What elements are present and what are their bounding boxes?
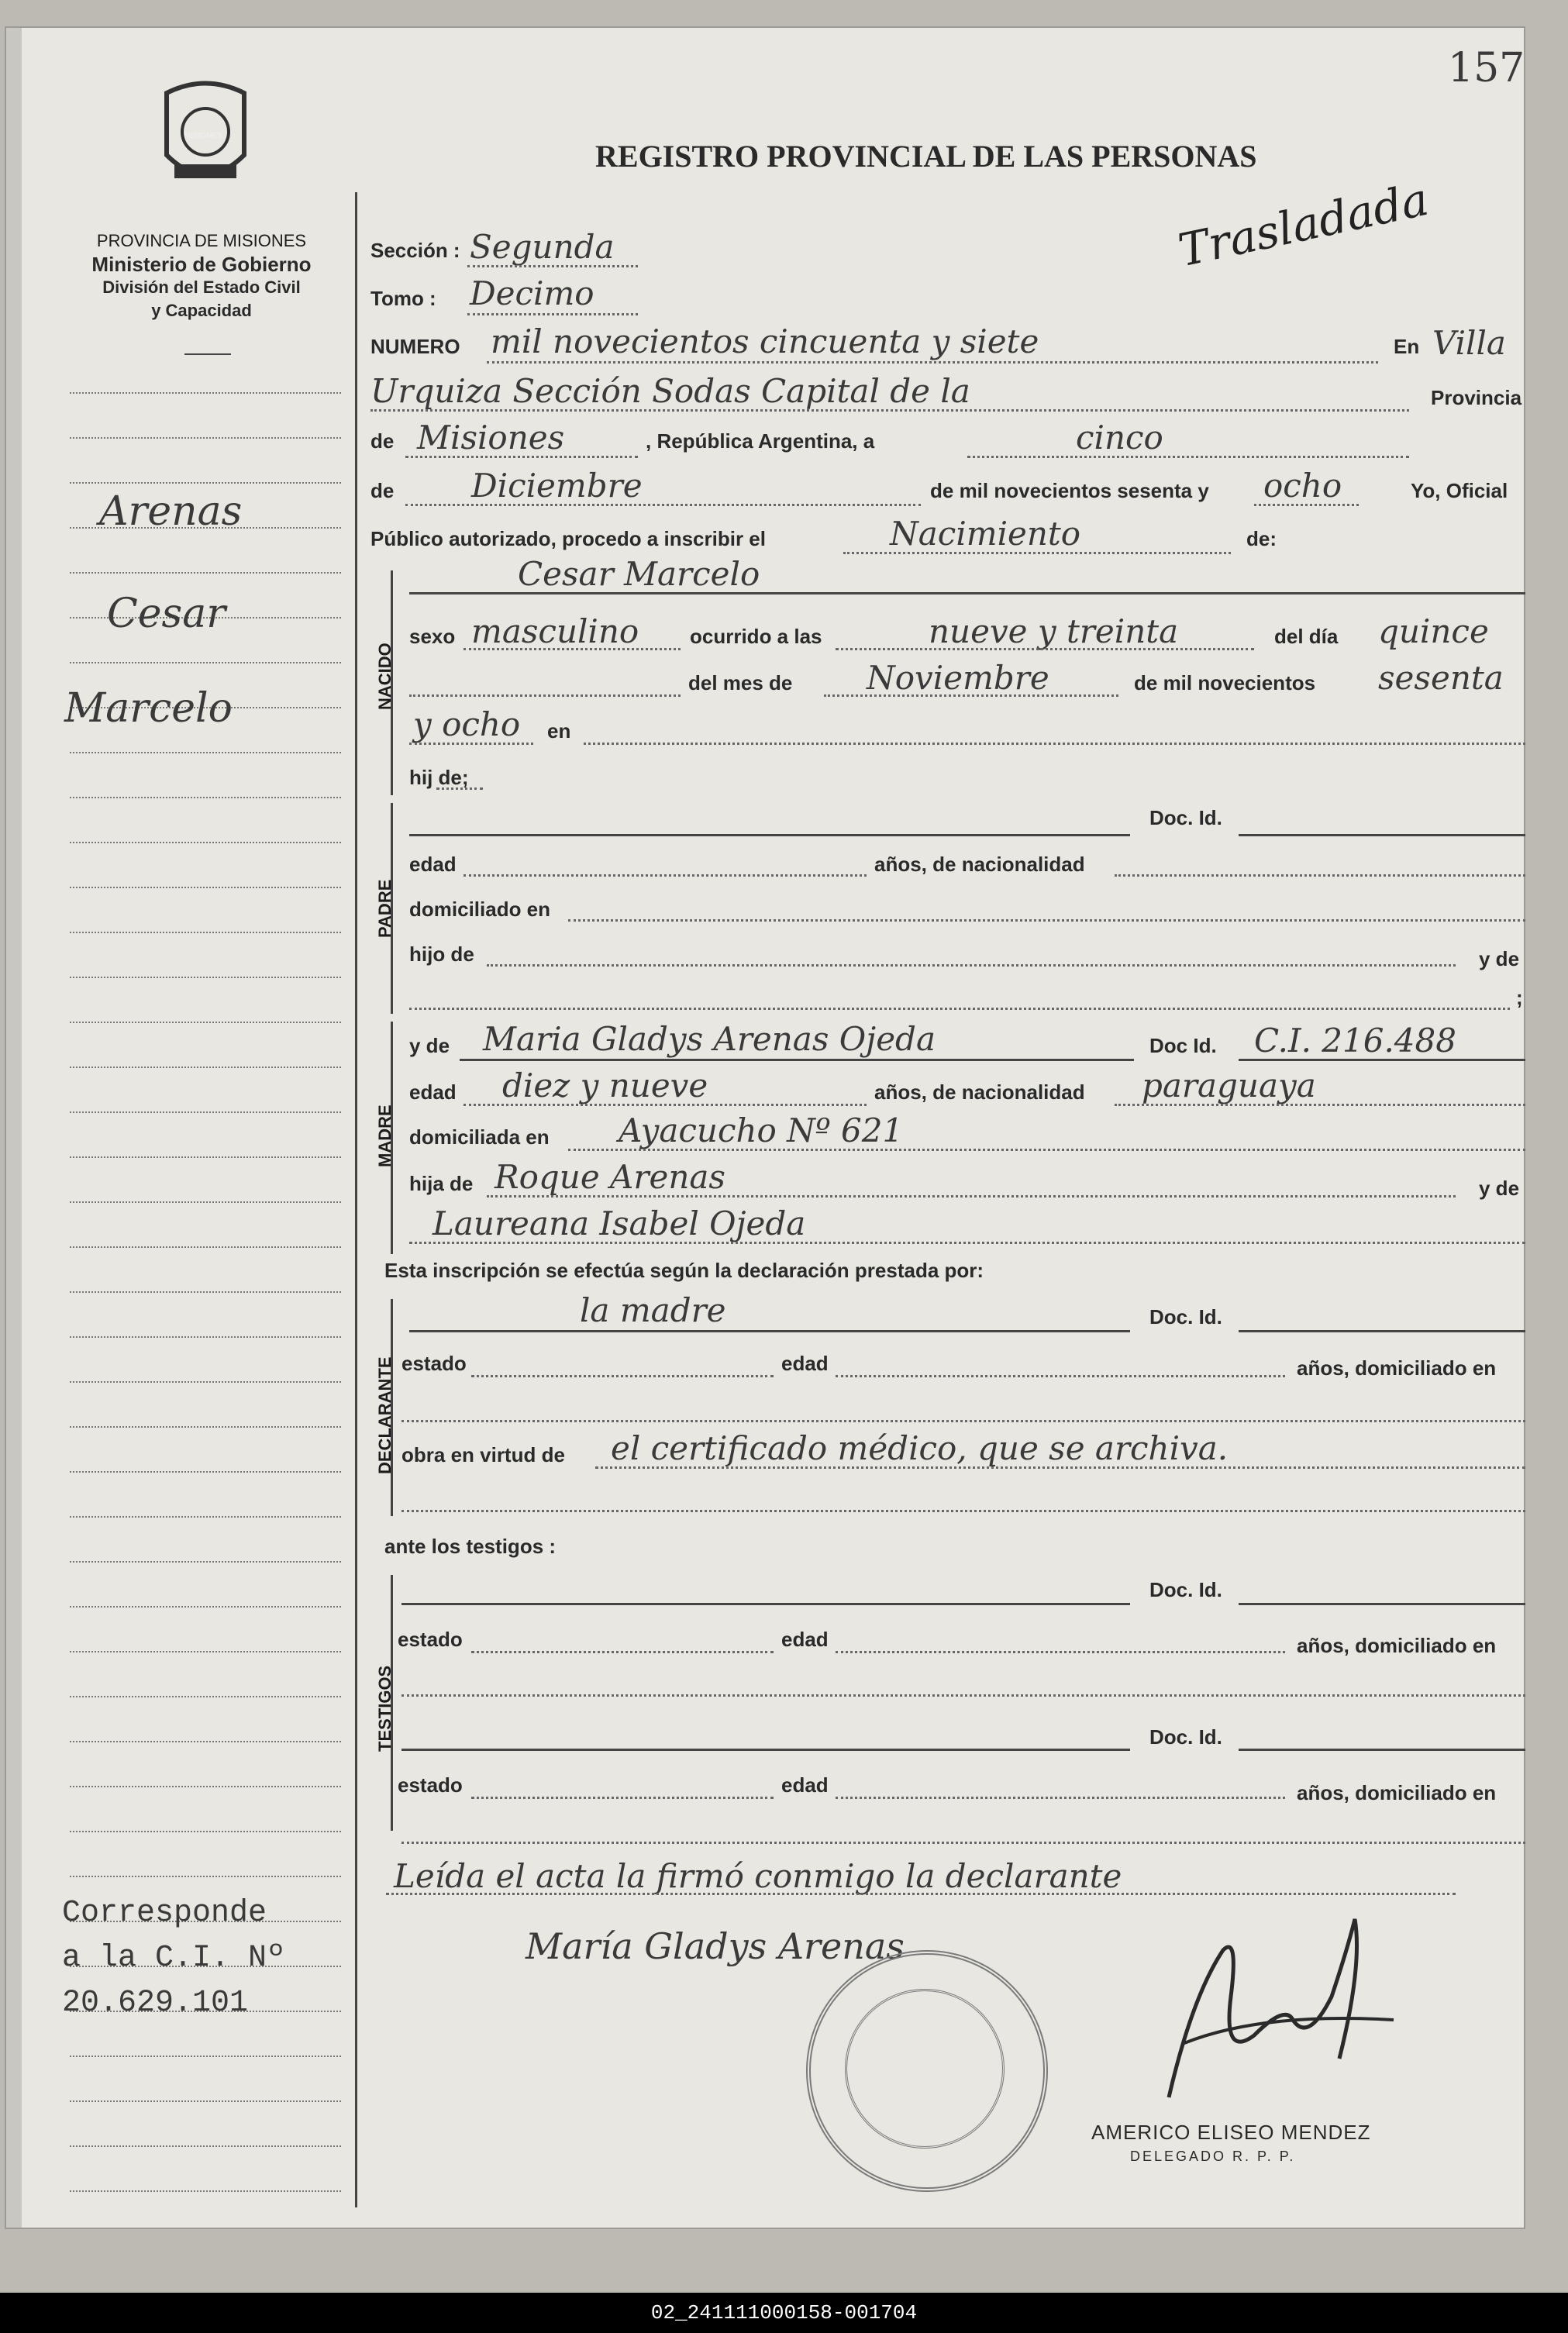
label-en2: en: [547, 719, 571, 743]
fill-line: [1115, 874, 1525, 877]
label-hija-de: hija de: [409, 1172, 474, 1195]
office-line: PROVINCIA DE MISIONES: [96, 231, 307, 250]
value-provincia: Misiones: [417, 419, 565, 457]
margin-rule: [70, 1741, 341, 1742]
fill-line: [568, 1149, 1525, 1151]
value-tomo: Decimo: [470, 274, 594, 312]
value-mes: Diciembre: [471, 467, 643, 505]
fill-line: [836, 1375, 1285, 1377]
fill-line: [386, 1893, 1456, 1895]
label-yo-oficial: Yo, Oficial: [1411, 479, 1508, 502]
margin-rule: [70, 932, 341, 933]
label-edad: edad: [781, 1352, 829, 1375]
value-madre-doc: C.I. 216.488: [1254, 1022, 1456, 1060]
label-del-dia: del día: [1274, 625, 1339, 648]
section-label-nacido: NACIDO: [375, 643, 395, 710]
margin-rule: [70, 392, 341, 394]
label-edad: edad: [781, 1628, 829, 1651]
label-doc-id: Doc. Id.: [1149, 1725, 1222, 1749]
margin-rule: [70, 887, 341, 888]
label-y-de: y de: [1479, 1177, 1520, 1200]
label-de: de: [370, 479, 395, 502]
margin-rule: [70, 1606, 341, 1608]
margin-rule: [70, 1471, 341, 1473]
rule: [1239, 1749, 1525, 1751]
office-line: y Capacidad: [151, 301, 252, 320]
value-madre-nac: paraguaya: [1142, 1067, 1316, 1104]
margin-rule: [70, 1426, 341, 1428]
fill-line: [409, 1242, 1525, 1244]
label-edad: edad: [409, 1080, 457, 1104]
value-declarante: la madre: [580, 1291, 726, 1329]
fill-line: [836, 1651, 1285, 1653]
value-cierre: Leída el acta la firmó conmigo la declarante: [394, 1857, 1122, 1895]
fill-line: [836, 648, 1254, 650]
signature-madre: María Gladys Arenas: [526, 1925, 905, 1967]
value-mes-nac: Noviembre: [867, 659, 1049, 697]
label-numero: NUMERO: [370, 335, 460, 358]
fill-line: [487, 1195, 1456, 1198]
label-doc-id: Doc. Id.: [1149, 1305, 1222, 1328]
value-madre-dom: Ayacucho Nº 621: [619, 1111, 904, 1149]
office-line: Ministerio de Gobierno: [91, 253, 312, 276]
label-seccion: Sección :: [370, 239, 460, 262]
rule: [401, 1749, 1130, 1751]
rule: [1239, 1059, 1525, 1061]
fill-line: [824, 694, 1118, 697]
value-numero: mil novecientos cincuenta y siete: [491, 322, 1039, 360]
fill-line: [568, 919, 1525, 922]
margin-note-line: a la C.I. Nº: [62, 1941, 286, 1976]
label-anos-nac: años, de nacionalidad: [874, 1080, 1085, 1104]
margin-rule: [70, 1651, 341, 1652]
label-testigos: ante los testigos :: [384, 1535, 557, 1558]
rule: [409, 834, 1130, 836]
value-anio-nac2: y ocho: [413, 705, 521, 743]
fill-line: [487, 361, 1378, 364]
stamp-word: Trasladada: [1173, 172, 1433, 277]
label-de-mil: de mil novecientos sesenta y: [930, 479, 1209, 502]
value-en: Villa: [1432, 324, 1506, 362]
margin-rule: [70, 1022, 341, 1023]
label-republica: , República Argentina, a: [646, 429, 875, 453]
margin-rule: [70, 437, 341, 439]
fill-line: [401, 1694, 1525, 1697]
value-dia: cinco: [1076, 419, 1163, 457]
margin-surname: Arenas: [99, 488, 243, 535]
label-estado: estado: [398, 1773, 463, 1797]
margin-rule: [70, 2190, 341, 2192]
label-de: de: [370, 429, 395, 453]
value-hora: nueve y treinta: [929, 612, 1179, 650]
fill-line: [370, 409, 1409, 412]
label-estado: estado: [401, 1352, 467, 1375]
margin-note-line: 20.629.101: [62, 1986, 249, 2021]
label-estado: estado: [398, 1628, 463, 1651]
value-anio-nac: sesenta: [1378, 659, 1504, 697]
fill-line: [467, 313, 638, 315]
margin-name2: Marcelo: [64, 685, 233, 732]
page-title: REGISTRO PROVINCIAL DE LAS PERSONAS: [595, 139, 1257, 174]
value-obra: el certificado médico, que se archiva.: [611, 1429, 1229, 1467]
official-signature-icon: [1138, 1904, 1417, 2136]
label-y-de: y de: [1479, 947, 1520, 970]
margin-rule: [70, 2056, 341, 2057]
label-anos-dom: años, domiciliado en: [1297, 1356, 1497, 1380]
margin-rule: [70, 1201, 341, 1203]
label-publico: Público autorizado, procedo a inscribir el: [370, 527, 766, 550]
margin-rule: [70, 977, 341, 978]
divider: [184, 353, 231, 355]
official-role: DELEGADO R. P. P.: [1130, 2149, 1296, 2164]
margin-rule: [70, 1381, 341, 1383]
label-de-mil2: de mil novecientos: [1134, 671, 1316, 694]
official-seal-inner-icon: [845, 1989, 1005, 2149]
margin-rule: [70, 1246, 341, 1248]
fill-line: [401, 1420, 1525, 1422]
label-inscripcion: Esta inscripción se efectúa según la declaración prestada por:: [384, 1259, 984, 1282]
label-edad: edad: [781, 1773, 829, 1797]
rule: [1239, 1603, 1525, 1605]
fill-line: [464, 648, 681, 650]
rule: [1239, 834, 1525, 836]
label-domiciliada: domiciliada en: [409, 1125, 550, 1149]
value-madre-madre: Laureana Isabel Ojeda: [432, 1204, 806, 1242]
label-doc-id: Doc. Id.: [1149, 1578, 1222, 1601]
office-block: [47, 229, 357, 322]
label-provincia: Provincia: [1431, 386, 1522, 409]
label-del-mes: del mes de: [688, 671, 793, 694]
label-semicolon: ;: [1516, 986, 1523, 1009]
rule: [409, 592, 1525, 594]
label-edad: edad: [409, 853, 457, 876]
margin-rule: [70, 662, 341, 663]
label-ocurrido: ocurrido a las: [690, 625, 822, 648]
fill-line: [487, 964, 1456, 967]
margin-rule: [70, 1696, 341, 1697]
margin-rule: [70, 842, 341, 843]
fill-line: [464, 874, 867, 877]
fill-line: [409, 694, 681, 697]
label-sexo: sexo: [409, 625, 456, 648]
margin-rule: [70, 1831, 341, 1832]
label-obra: obra en virtud de: [401, 1443, 565, 1466]
section-label-testigos: TESTIGOS: [375, 1665, 395, 1752]
fill-line: [405, 456, 638, 458]
margin-rule: [70, 1786, 341, 1787]
fill-line: [405, 504, 921, 506]
page-number: 157: [1448, 45, 1525, 91]
fill-line: [967, 456, 1409, 458]
value-lugar: Urquiza Sección Sodas Capital de la: [370, 372, 970, 410]
fill-line: [584, 743, 1525, 745]
value-sexo: masculino: [471, 612, 639, 650]
margin-rule: [70, 1291, 341, 1293]
rule: [1239, 1330, 1525, 1332]
fill-line: [409, 743, 533, 745]
value-seccion: Segunda: [470, 228, 615, 266]
label-anos-nac: años, de nacionalidad: [874, 853, 1085, 876]
margin-note-line: Corresponde: [62, 1896, 267, 1931]
label-tomo: Tomo :: [370, 287, 436, 310]
fill-line: [467, 265, 638, 267]
margin-rule: [70, 1561, 341, 1563]
margin-divider: [355, 192, 357, 2207]
value-dia-nac: quince: [1378, 612, 1489, 650]
margin-rule: [70, 2100, 341, 2102]
official-name: AMERICO ELISEO MENDEZ: [1091, 2121, 1371, 2144]
fill-line: [471, 1651, 774, 1653]
fill-line: [843, 552, 1231, 554]
fill-line: [401, 1510, 1525, 1512]
label-y-de: y de: [409, 1034, 450, 1057]
margin-rule: [70, 752, 341, 753]
label-hijo-de: hijo de: [409, 943, 474, 966]
fill-line: [436, 787, 483, 790]
value-madre-edad: diez y nueve: [502, 1067, 708, 1104]
section-label-padre: PADRE: [375, 879, 395, 938]
value-acto: Nacimiento: [890, 515, 1081, 553]
value-madre-padre: Roque Arenas: [495, 1158, 725, 1196]
fill-line: [471, 1797, 774, 1799]
fill-line: [595, 1466, 1525, 1469]
margin-rule: [70, 1516, 341, 1518]
margin-rule: [70, 482, 341, 484]
margin-note: [62, 1891, 285, 2026]
fill-line: [1115, 1104, 1525, 1106]
fill-line: [464, 1104, 867, 1106]
rule: [401, 1603, 1130, 1605]
crest-text: MISIONES: [184, 132, 222, 140]
margin-rule: [70, 797, 341, 798]
value-madre-nombre: Maria Gladys Arenas Ojeda: [483, 1020, 936, 1058]
margin-rule: [70, 1111, 341, 1113]
fill-line: [409, 1008, 1510, 1010]
fill-line: [1254, 504, 1359, 506]
document-page: [6, 28, 1524, 2228]
label-en: En: [1394, 335, 1420, 358]
fill-line: [401, 1842, 1525, 1844]
fill-line: [836, 1797, 1285, 1799]
margin-rule: [70, 572, 341, 574]
office-line: División del Estado Civil: [102, 277, 301, 297]
value-nombre: Cesar Marcelo: [518, 555, 760, 593]
section-label-declarante: DECLARANTE: [375, 1356, 395, 1474]
archive-reference: 02_241111000158-001704: [0, 2293, 1568, 2333]
label-doc-id: Doc. Id.: [1149, 806, 1222, 829]
label-hij-de: hij de;: [409, 766, 469, 789]
margin-rule: [70, 1156, 341, 1158]
label-doc-id2: Doc Id.: [1149, 1034, 1217, 1057]
label-anos-dom: años, domiciliado en: [1297, 1781, 1497, 1804]
section-label-madre: MADRE: [375, 1104, 395, 1167]
margin-rule: [70, 1876, 341, 1877]
margin-rule: [70, 2145, 341, 2147]
fill-line: [471, 1375, 774, 1377]
binding-edge: [6, 28, 22, 2228]
label-anos-dom: años, domiciliado en: [1297, 1634, 1497, 1657]
margin-rule: [70, 1067, 341, 1068]
label-de2: de:: [1246, 527, 1277, 550]
rule: [460, 1059, 1134, 1061]
value-anio: ocho: [1263, 467, 1342, 505]
rule: [409, 1330, 1130, 1332]
margin-name1: Cesar: [107, 591, 226, 637]
margin-rule: [70, 1336, 341, 1338]
label-domiciliado: domiciliado en: [409, 898, 551, 921]
